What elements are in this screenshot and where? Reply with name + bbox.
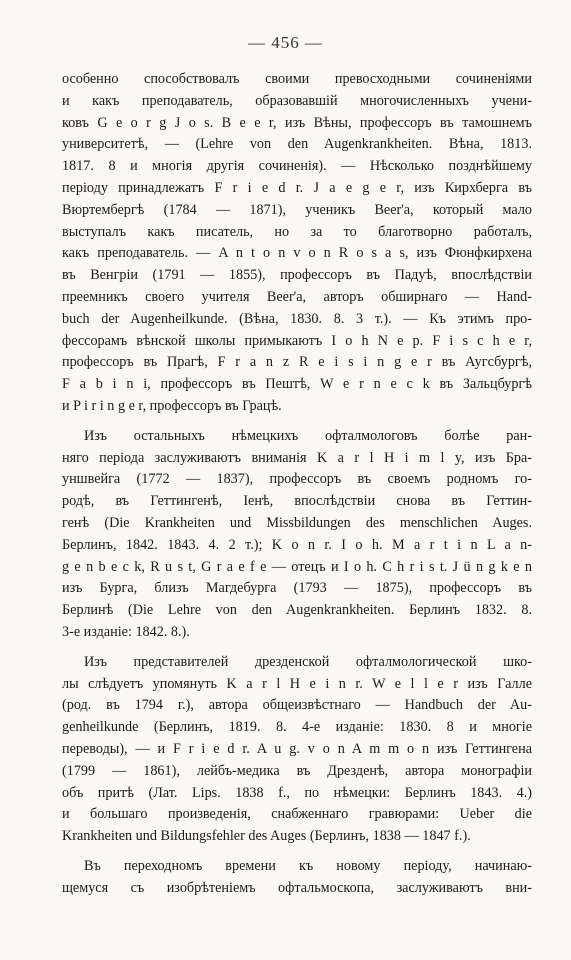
text-line: 1817. 8 и многія другія сочиненія). — Нѣсколько позднѣйшему <box>62 158 532 175</box>
text-line: профессоръ въ Прагѣ, F r a n z R e i s i n g e r въ Аугсбургѣ, <box>62 354 532 371</box>
text-line: g e n b e c k, R u s t, G r a e f e — отецъ и I o h. C h r i s t. J ü n g k e n <box>62 558 532 575</box>
text-line: (1799 — 1861), лейбъ-медика въ Дрезденѣ, автора монографіи <box>62 762 532 779</box>
text-line: Вюртембергѣ (1784 — 1871), ученикъ Beer'а, который мало <box>62 201 532 218</box>
text-line: періоду принадлежатъ F r i e d r. J a e g e r, изъ Кирхберга въ <box>62 179 532 196</box>
paragraph-gap <box>62 418 532 426</box>
text-line: фессорамъ вѣнской школы примыкаютъ I o h N e p. F i s c h e r, <box>62 332 532 349</box>
text-line: родѣ, въ Геттингенѣ, Іенѣ, впослѣдствіи снова въ Геттин- <box>62 493 532 510</box>
text-line: ковъ G e o r g J o s. B e e r, изъ Вѣны, профессоръ въ тамошнемъ <box>62 114 532 131</box>
text-line: въ Венгріи (1791 — 1855), профессоръ въ Падуѣ, впослѣдствіи <box>62 267 532 284</box>
text-line: и какъ преподаватель, образовавшій многочисленныхъ учени- <box>62 92 532 109</box>
text-line: генѣ (Die Krankheiten und Missbildungen des menschlichen Auges. <box>62 514 532 531</box>
paragraph-gap <box>62 644 532 652</box>
text-line: няго періода заслуживаютъ вниманія K a r l H i m l y, изъ Бра- <box>62 449 532 466</box>
text-line: и P i r i n g e r, профессоръ въ Грацѣ. <box>62 397 282 414</box>
text-line: buch der Augenheilkunde. (Вѣна, 1830. 8. 3 т.). — Къ этимъ про- <box>62 310 532 327</box>
text-line: Изъ остальныхъ нѣмецкихъ офталмологовъ болѣе ран- <box>84 427 532 444</box>
text-line: Въ переходномъ времени къ новому періоду, начинаю- <box>84 857 532 874</box>
text-line: Берлинѣ (Die Lehre von den Augenkrankheiten. Берлинъ 1832. 8. <box>62 602 532 619</box>
text-line: особенно способствовалъ своими превосходными сочиненіями <box>62 71 532 87</box>
text-line: и большаго произведенія, снабженнаго гравюрами: Ueber die <box>62 806 532 823</box>
text-line: преемникъ своего учителя Beer'а, авторъ обширнаго — Hand- <box>62 288 532 305</box>
text-line: genheilkunde (Берлинъ, 1819. 8. 4-е изданіе: 1830. 8 и многіе <box>62 719 532 736</box>
paragraph-gap <box>62 848 532 856</box>
text-line: (род. въ 1794 г.), автора общеизвѣстнаго — Handbuch der Au- <box>62 697 532 714</box>
text-line: университетѣ, — (Lehre von den Augenkrankheiten. Вѣна, 1813. <box>62 136 532 153</box>
text-line: Krankheiten und Bildungsfehler des Auges (Берлинъ, 1838 — 1847 f.). <box>62 828 471 845</box>
page-number: — 456 — <box>248 33 323 52</box>
text-line: лы слѣдуетъ упомянуть K a r l H e i n r. W e l l e r изъ Галле <box>62 675 532 692</box>
text-line: изъ Бурга, близъ Магдебурга (1793 — 1875), профессоръ въ <box>62 580 532 597</box>
text-line: щемуся съ изобрѣтеніемъ офтальмоскопа, заслуживаютъ вни- <box>62 879 532 896</box>
text-line: F a b i n i, профессоръ въ Пештѣ, W e r n e c k въ Зальцбургѣ <box>62 376 532 393</box>
text-line: переводы), — и F r i e d r. A u g. v o n A m m o n изъ Геттингена <box>62 740 532 757</box>
text-line: Изъ представителей дрезденской офталмологической шко- <box>84 653 532 670</box>
body-text <box>62 69 532 899</box>
text-line: выступалъ какъ писатель, но за то благотворно работалъ, <box>62 223 532 240</box>
text-line: Берлинъ, 1842. 1843. 4. 2 т.); K o n r. I o h. M a r t i n L a n- <box>62 536 532 553</box>
text-line: какъ преподаватель. — A n t o n v o n R o s a s, изъ Фюнфкирхена <box>62 245 532 262</box>
text-line: уншвейга (1772 — 1837), профессоръ въ своемъ родномъ го- <box>62 471 532 488</box>
text-line: объ притѣ (Лат. Lips. 1838 f., по нѣмецки: Берлинъ 1843. 4.) <box>62 784 532 801</box>
text-line: 3-е изданіе: 1842. 8.). <box>62 623 190 640</box>
